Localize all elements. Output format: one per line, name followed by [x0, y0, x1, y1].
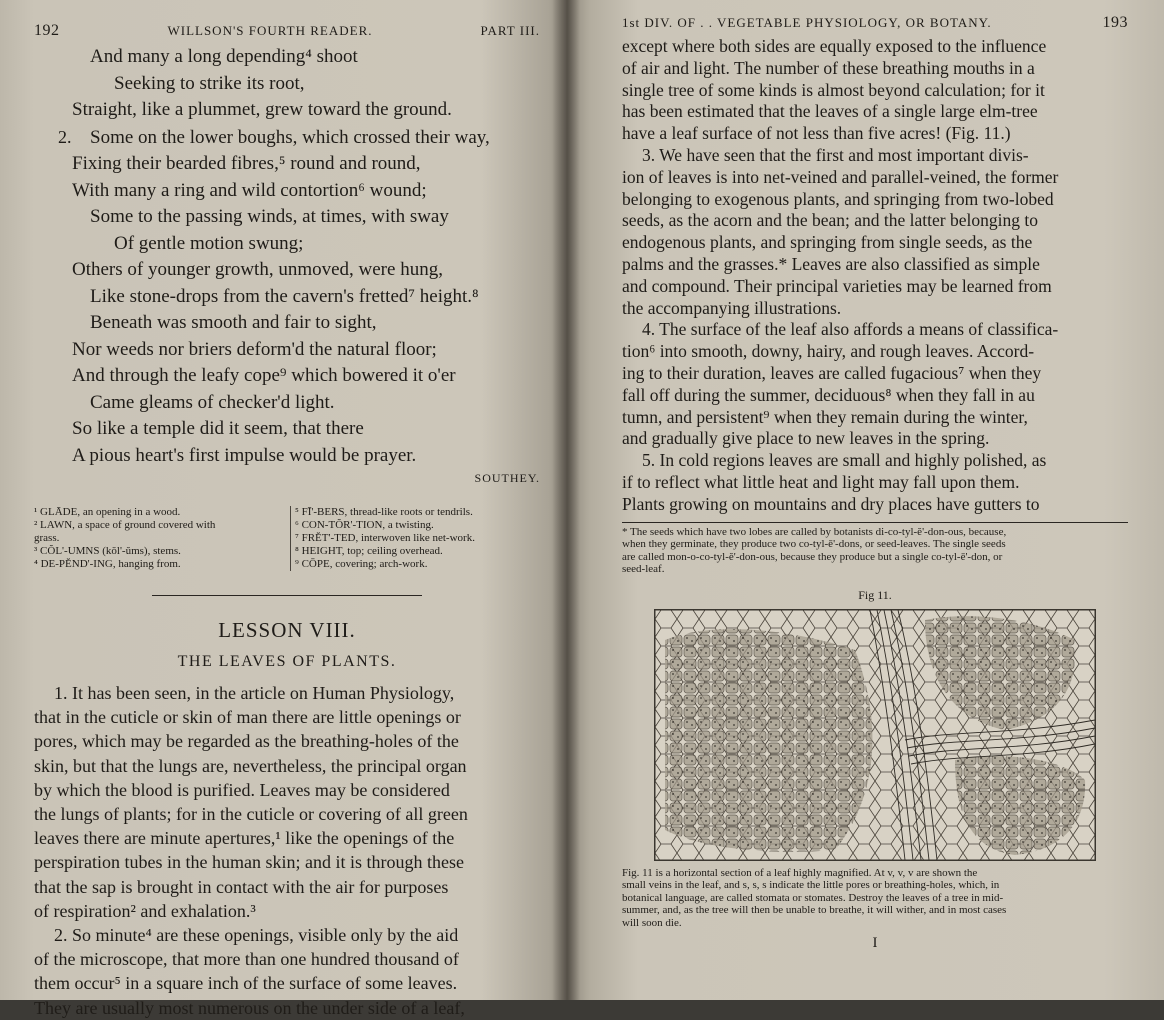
- left-running-title: WILLSON'S FOURTH READER.: [167, 23, 373, 38]
- prose-line: by which the blood is purified. Leaves may be considered: [34, 779, 450, 800]
- poem-line: [34, 71, 540, 98]
- poem-line-text: And many a long depending⁴ shoot: [90, 46, 358, 67]
- poem-line-text: Nor weeds nor briers deform'd the natural floor;: [72, 338, 437, 360]
- poem-line-text: So like a temple did it seem, that there: [72, 418, 364, 439]
- footnote-line: seed-leaf.: [622, 563, 665, 576]
- poem-line-text: Fixing their bearded fibres,⁵ round and round,: [72, 153, 421, 174]
- poem-line-text: Came gleams of checker'd light.: [90, 391, 335, 413]
- poem-line-text: Others of younger growth, unmoved, were hung,: [72, 259, 443, 280]
- left-page: [0, 0, 566, 1018]
- prose-line: seeds, as the acorn and the bean; and the latter belonging to: [622, 210, 1038, 231]
- footnote-line: * The seeds which have two lobes are called by botanists di-co-tyl-ĕ'-don-ous, because,: [622, 525, 1007, 538]
- poem-line-text: Some to the passing winds, at times, with sway: [90, 206, 449, 227]
- right-page-number: 193: [1102, 14, 1128, 31]
- prose-line: Plants growing on mountains and dry places have gutters to: [622, 493, 1040, 514]
- footnotes-column-left: [34, 506, 284, 571]
- poem-line-text: Straight, like a plummet, grew toward the ground.: [72, 99, 452, 120]
- left-page-number: 192: [34, 22, 60, 39]
- footnote-line: are called mon-o-co-tyl-ĕ'-don-ous, because they produce but a single co-tyl-ē'-don, or: [622, 550, 1003, 563]
- prose-line: of the microscope, that more than one hundred thousand of: [34, 949, 459, 970]
- prose-line: of respiration² and exhalation.³: [34, 900, 256, 921]
- prose-line: ing to their duration, leaves are called fugacious⁷ when they: [622, 362, 1042, 383]
- prose-line: the lungs of plants; for in the cuticle or covering of all green: [34, 804, 468, 825]
- prose-line: pores, which may be regarded as the breathing-holes of the: [34, 731, 459, 752]
- poem-line-text: Beneath was smooth and fair to sight,: [90, 312, 377, 333]
- poem-line: [34, 124, 540, 152]
- figure-caption: [622, 867, 1128, 930]
- prose-line: They are usually most numerous on the under side of a leaf,: [34, 997, 465, 1018]
- prose-line: leaves there are minute apertures,¹ like the openings of the: [34, 828, 455, 849]
- caption-line: will soon die.: [622, 916, 682, 929]
- signature-mark: I: [872, 935, 878, 952]
- poem-line: [34, 363, 540, 390]
- prose-line: belonging to exogenous plants, and springing from two-lobed: [622, 188, 1054, 209]
- footnote-line: when they germinate, they produce two co-tyl-ē'-dons, or seed-leaves. The single seeds: [622, 538, 1006, 551]
- poem: [34, 44, 540, 469]
- caption-line: summer, and, as the tree will then be unable to breathe, it will wither, and in most cases: [622, 904, 1007, 917]
- poem-line: [34, 151, 540, 178]
- poem-line: [34, 231, 540, 258]
- footnotes-column-right: [290, 506, 540, 571]
- poem-line: [34, 337, 540, 364]
- stanza-number: 2.: [58, 126, 72, 147]
- prose-line: and gradually give place to new leaves in the spring.: [622, 428, 990, 449]
- prose-line: perspiration tubes in the human skin; and it is through these: [34, 852, 464, 873]
- poem-line: [34, 97, 540, 124]
- poem-line: [34, 204, 540, 231]
- poem-line: [34, 178, 540, 205]
- left-running-head: [34, 22, 540, 40]
- prose-line: of air and light. The number of these breathing mouths in a: [622, 57, 1035, 78]
- prose-line: if to reflect what little heat and light may fall upon them.: [622, 471, 1020, 492]
- poem-line: [34, 310, 540, 337]
- footnote-item: ⁵ FĪ'-BERS, thread-like roots or tendrils.: [295, 506, 473, 518]
- right-prose: [622, 36, 1128, 516]
- caption-line: botanical language, are called stomata or stomates. Destroy the leaves of a tree in mid-: [622, 891, 1004, 904]
- poem-line-text: Like stone-drops from the cavern's fretted⁷ height.⁸: [90, 285, 479, 307]
- left-running-part: PART III.: [480, 23, 540, 38]
- poem-line-text: Some on the lower boughs, which crossed their way,: [90, 126, 490, 148]
- prose-line: 1. It has been seen, in the article on Human Physiology,: [54, 683, 455, 703]
- prose-line: 2. So minute⁴ are these openings, visible only by the aid: [54, 925, 459, 946]
- figure-label: Fig 11.: [858, 587, 892, 602]
- right-running-head: [622, 14, 1128, 32]
- prose-line: skin, but that the lungs are, nevertheless, the principal organ: [34, 755, 467, 776]
- prose-line: 5. In cold regions leaves are small and highly polished, as: [642, 450, 1047, 471]
- prose-line: ion of leaves is into net-veined and parallel-veined, the former: [622, 166, 1059, 187]
- poem-line-text: With many a ring and wild contortion⁶ wound;: [72, 179, 427, 201]
- poem-line-text: A pious heart's first impulse would be prayer.: [72, 444, 417, 466]
- poem-line: [34, 416, 540, 443]
- footnote-item: ¹ GLĀDE, an opening in a wood.: [34, 506, 181, 518]
- prose-line: and compound. Their principal varieties may be learned from: [622, 275, 1052, 296]
- prose-line: 4. The surface of the leaf also affords a means of classifica-: [642, 319, 1059, 340]
- poem-line: [34, 390, 540, 417]
- footnote-item: ⁸ HEIGHT, top; ceiling overhead.: [295, 545, 443, 557]
- caption-line: Fig. 11 is a horizontal section of a leaf highly magnified. At v, v, v are shown the: [622, 866, 978, 879]
- right-page: [566, 0, 1164, 1000]
- left-prose: [34, 681, 540, 1020]
- poem-line-text: Seeking to strike its root,: [114, 72, 305, 94]
- footnote-item: ⁹ CŌPE, covering; arch-work.: [295, 558, 428, 570]
- right-footnote: [622, 522, 1128, 576]
- prose-line: fall off during the summer, deciduous⁸ when they fall in au: [622, 384, 1035, 405]
- footnote-item: ⁶ CON-TŎR'-TION, a twisting.: [295, 519, 434, 531]
- prose-line: 3. We have seen that the first and most important divis-: [642, 144, 1029, 165]
- poem-line-text: Of gentle motion swung;: [114, 232, 304, 254]
- prose-line: endogenous plants, and springing from single seeds, as the: [622, 232, 1033, 253]
- footnote-item: ² LAWN, a space of ground covered with: [34, 519, 216, 531]
- lesson-title: LESSON VIII.: [218, 618, 356, 642]
- poem-author: SOUTHEY.: [474, 471, 540, 485]
- prose-line: single tree of some kinds is almost beyond calculation; for it: [622, 79, 1045, 100]
- poem-line: [34, 284, 540, 311]
- right-running-title: 1st DIV. OF . . VEGETABLE PHYSIOLOGY, OR BOTANY.: [622, 15, 992, 30]
- section-divider: [152, 595, 422, 596]
- book-gutter: [552, 0, 580, 1000]
- leaf-section-illustration: [654, 609, 1096, 861]
- poem-line-text: And through the leafy cope⁹ which bowered it o'er: [72, 365, 456, 386]
- prose-line: tion⁶ into smooth, downy, hairy, and rough leaves. Accord-: [622, 341, 1035, 362]
- prose-line: palms and the grasses.* Leaves are also classified as simple: [622, 253, 1040, 274]
- prose-line: that the sap is brought in contact with the air for purposes: [34, 876, 449, 897]
- footnote-item: ³ CŎL'-UMNS (kŏl'-ŭms), stems.: [34, 545, 181, 557]
- left-footnotes: [34, 506, 540, 571]
- caption-line: small veins in the leaf, and s, s, s indicate the little pores or breathing-holes, which, in: [622, 879, 1000, 892]
- prose-line: has been estimated that the leaves of a single large elm-tree: [622, 101, 1038, 122]
- prose-line: tumn, and persistent⁹ when they remain during the winter,: [622, 406, 1028, 427]
- prose-line: them occur⁵ in a square inch of the surface of some leaves.: [34, 973, 458, 994]
- footnote-item: grass.: [34, 532, 60, 544]
- poem-line: [34, 44, 540, 71]
- footnote-item: ⁴ DE-PĔND'-ING, hanging from.: [34, 558, 181, 570]
- prose-line: except where both sides are equally exposed to the influence: [622, 36, 1047, 56]
- prose-line: have a leaf surface of not less than five acres! (Fig. 11.): [622, 123, 1011, 144]
- prose-line: that in the cuticle or skin of man there are little openings or: [34, 707, 461, 728]
- lesson-subtitle: THE LEAVES OF PLANTS.: [177, 653, 397, 670]
- footnote-item: ⁷ FRĔT'-TED, interwoven like net-work.: [295, 532, 475, 544]
- leaf-cells-drawing: [655, 610, 1095, 860]
- poem-line: [34, 443, 540, 470]
- prose-line: the accompanying illustrations.: [622, 297, 842, 318]
- poem-line: [34, 257, 540, 284]
